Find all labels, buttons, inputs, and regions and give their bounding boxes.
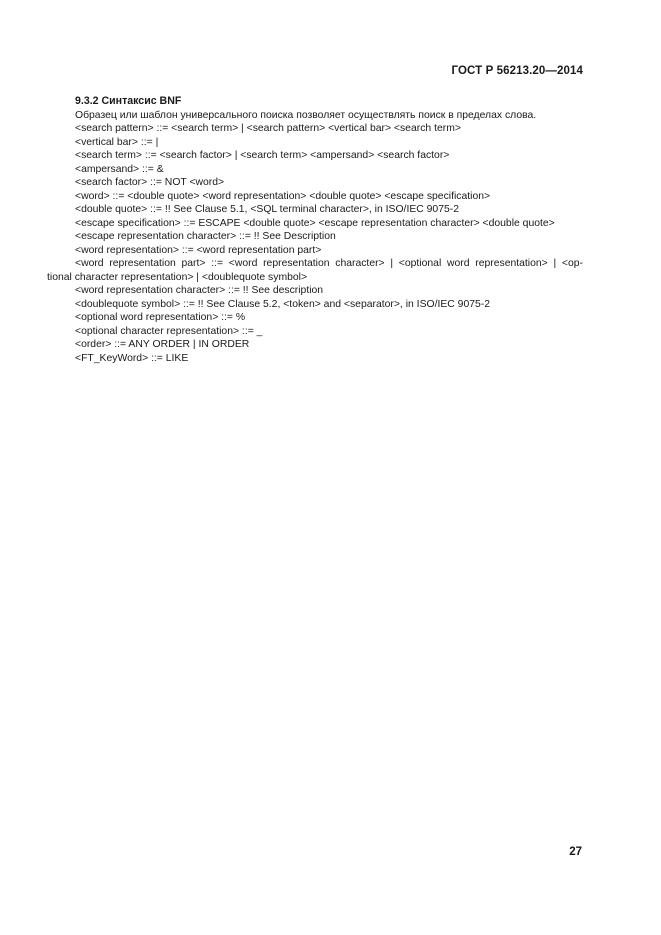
bnf-rule-optional-word-representation: <optional word representation> ::= % [75,312,246,323]
bnf-rule-word: <word> ::= <double quote> <word representation> <double quote> <escape specification> [75,190,491,202]
page-number: 27 [569,846,582,858]
bnf-rule-search-factor: <search factor> ::= NOT <word> [75,177,225,188]
standard-code-header: ГОСТ Р 56213.20—2014 [451,65,583,77]
bnf-rule-word-representation-character: <word representation character> ::= !! See description [75,285,324,296]
bnf-rule-search-term: <search term> ::= <search factor> | <search term> <ampersand> <search factor> [75,150,450,161]
bnf-rule-ampersand: <ampersand> ::= & [75,163,164,175]
bnf-rule-word-representation-part-line1: <word representation part> ::= <word representation character> | <optional word representation> | <op- [75,258,583,269]
bnf-rule-search-pattern: <search pattern> ::= <search term> | <search pattern> <vertical bar> <search term> [75,123,461,134]
bnf-rule-escape-specification: <escape specification> ::= ESCAPE <double quote> <escape representation character> <double quote> [75,217,555,229]
bnf-rule-doublequote-symbol: <doublequote symbol> ::= !! See Clause 5.2, <token> and <separator>, in ISO/IEC 9075-2 [75,298,491,310]
bnf-rule-vertical-bar: <vertical bar> ::= | [75,136,159,148]
section-title: 9.3.2 Синтаксис BNF [75,95,182,107]
bnf-rule-order: <order> ::= ANY ORDER | IN ORDER [75,339,250,350]
bnf-rule-ft-keyword: <FT_KeyWord> ::= LIKE [75,352,189,364]
bnf-rule-word-representation: <word representation> ::= <word representation part> [75,244,322,256]
section-intro: Образец или шаблон универсального поиска позволяет осуществлять поиск в пределах слова. [75,109,537,121]
bnf-rule-word-representation-part-line2: tional character representation> | <doublequote symbol> [47,271,308,283]
bnf-rule-double-quote: <double quote> ::= !! See Clause 5.1, <SQL terminal character>, in ISO/IEC 9075-2 [75,204,460,215]
bnf-rule-escape-representation-character: <escape representation character> ::= !! See Description [75,231,336,242]
bnf-rule-optional-character-representation: <optional character representation> ::= _ [75,325,263,337]
section-content [47,95,583,365]
